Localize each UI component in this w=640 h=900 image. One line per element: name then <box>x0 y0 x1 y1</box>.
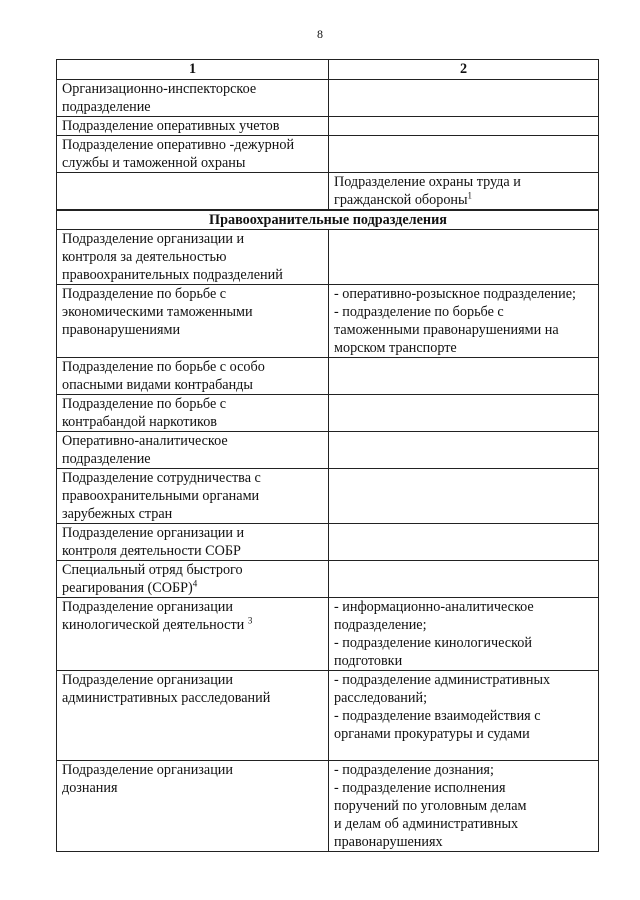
cell-line: правоохранительными органами <box>62 488 260 504</box>
header-row <box>57 60 599 80</box>
cell-line: Подразделение организации и <box>62 525 245 541</box>
cell-line: таможенными правонарушениями на <box>334 322 559 338</box>
row-right-cell <box>329 173 599 211</box>
row-right-cell <box>329 117 599 136</box>
row-right-cell <box>329 395 599 432</box>
table-row <box>57 285 599 358</box>
footnote-mark: 3 <box>247 615 253 626</box>
cell-line: правонарушениях <box>334 834 443 850</box>
table-row <box>57 395 599 432</box>
row-left-cell <box>57 761 329 852</box>
cell-line: подразделение; <box>334 617 427 633</box>
row-right-cell <box>329 761 599 852</box>
cell-line-text: реагирования (СОБР) <box>62 580 193 596</box>
row-right-cell <box>329 80 599 117</box>
table-row <box>57 524 599 561</box>
table-row <box>57 117 599 136</box>
table-row <box>57 136 599 173</box>
row-right-cell <box>329 671 599 761</box>
row-right-cell <box>329 524 599 561</box>
row-left-cell <box>57 561 329 598</box>
row-left-cell <box>57 598 329 671</box>
cell-line: - подразделение взаимодействия с <box>334 708 541 724</box>
cell-line: зарубежных стран <box>62 506 173 522</box>
row-left-cell <box>57 173 329 211</box>
cell-line: подразделение <box>62 451 151 467</box>
cell-line-text: гражданской обороны <box>334 192 468 208</box>
cell-line: Специальный отряд быстрого <box>62 562 243 578</box>
table-row <box>57 173 599 211</box>
row-right-cell <box>329 358 599 395</box>
section-title: Правоохранительные подразделения <box>57 210 599 230</box>
cell-line: - подразделение дознания; <box>334 762 494 778</box>
cell-line: поручений по уголовным делам <box>334 798 527 814</box>
row-left-cell <box>57 671 329 761</box>
page-number: 8 <box>317 27 323 41</box>
section-row <box>57 210 599 230</box>
cell-line <box>334 191 594 209</box>
row-left-cell <box>57 285 329 358</box>
structure-table <box>56 59 599 852</box>
cell-line-text: кинологической деятельности <box>62 617 245 633</box>
cell-line: Организационно-инспекторское <box>62 81 257 97</box>
row-right-cell <box>329 561 599 598</box>
cell-line: опасными видами контрабанды <box>62 377 253 393</box>
cell-line: правоохранительных подразделений <box>62 267 283 283</box>
row-right-cell <box>329 136 599 173</box>
cell-line: и делам об административных <box>334 816 519 832</box>
cell-line: экономическими таможенными <box>62 304 253 320</box>
cell-line: Подразделение по борьбе с <box>62 286 227 302</box>
table-row <box>57 80 599 117</box>
header-col-1: 1 <box>57 60 329 80</box>
table-row <box>57 561 599 598</box>
row-left-cell <box>57 230 329 285</box>
cell-line: Подразделение организации <box>62 672 233 688</box>
cell-line: подразделение <box>62 99 151 115</box>
row-left-cell <box>57 136 329 173</box>
cell-line: органами прокуратуры и судами <box>334 726 530 742</box>
cell-line: Оперативно-аналитическое <box>62 433 228 449</box>
cell-line: - подразделение кинологической <box>334 635 532 651</box>
table-row <box>57 358 599 395</box>
cell-line: правонарушениями <box>62 322 181 338</box>
cell-line: - подразделение исполнения <box>334 780 506 796</box>
row-right-cell <box>329 469 599 524</box>
cell-line: административных расследований <box>62 690 271 706</box>
row-left-cell <box>57 524 329 561</box>
cell-line <box>62 579 324 597</box>
cell-line: Подразделение оперативных учетов <box>62 118 280 134</box>
cell-line: Подразделение сотрудничества с <box>62 470 261 486</box>
row-right-cell <box>329 285 599 358</box>
row-right-cell <box>329 230 599 285</box>
row-left-cell <box>57 395 329 432</box>
cell-line: контроля деятельности СОБР <box>62 543 241 559</box>
cell-line: контрабандой наркотиков <box>62 414 218 430</box>
table-row <box>57 671 599 761</box>
cell-line: - оперативно-розыскное подразделение; <box>334 286 576 302</box>
cell-line: подготовки <box>334 653 403 669</box>
cell-line: Подразделение охраны труда и <box>334 174 521 190</box>
cell-line <box>62 616 324 634</box>
cell-line: службы и таможенной охраны <box>62 155 246 171</box>
row-left-cell <box>57 469 329 524</box>
cell-line: дознания <box>62 780 118 796</box>
footnote-mark: 4 <box>192 578 198 589</box>
table-row <box>57 469 599 524</box>
row-right-cell <box>329 432 599 469</box>
cell-line: - информационно-аналитическое <box>334 599 534 615</box>
cell-line: Подразделение организации <box>62 762 233 778</box>
cell-line: Подразделение по борьбе с <box>62 396 227 412</box>
row-left-cell <box>57 117 329 136</box>
header-col-2: 2 <box>329 60 599 80</box>
cell-line: - подразделение по борьбе с <box>334 304 504 320</box>
row-left-cell <box>57 432 329 469</box>
table-row <box>57 230 599 285</box>
cell-line: - подразделение административных <box>334 672 551 688</box>
cell-line: расследований; <box>334 690 428 706</box>
table-row <box>57 761 599 852</box>
row-left-cell <box>57 80 329 117</box>
cell-line: контроля за деятельностью <box>62 249 227 265</box>
cell-line: Подразделение оперативно -дежурной <box>62 137 295 153</box>
cell-line: Подразделение по борьбе с особо <box>62 359 265 375</box>
table-row <box>57 598 599 671</box>
table-row <box>57 432 599 469</box>
cell-line: Подразделение организации <box>62 599 233 615</box>
row-right-cell <box>329 598 599 671</box>
footnote-mark: 1 <box>467 190 473 201</box>
cell-line: Подразделение организации и <box>62 231 245 247</box>
cell-line: морском транспорте <box>334 340 457 356</box>
row-left-cell <box>57 358 329 395</box>
